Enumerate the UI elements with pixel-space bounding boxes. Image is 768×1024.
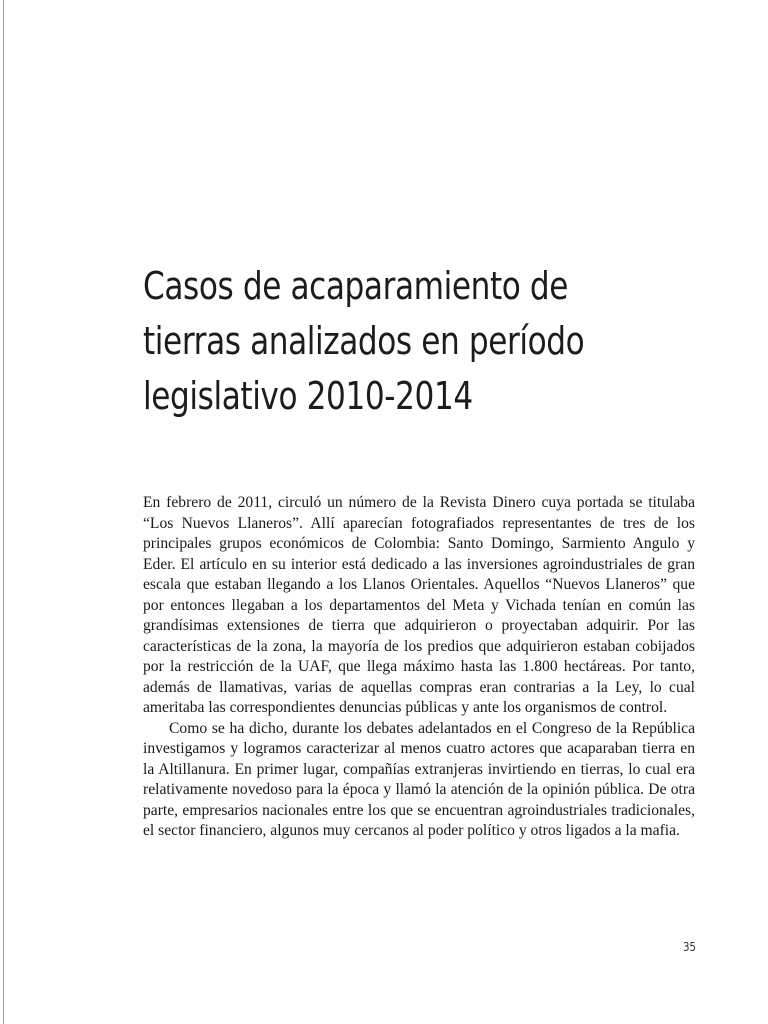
page-number: 35	[683, 940, 696, 954]
paragraph: En febrero de 2011, circuló un número de la Revista Dinero cuya portada se titulaba “Los Nuevos Llaneros”. Allí aparecían fotografiados representantes de tres de los principales grupos económicos de Colombia: Santo Domingo, Sarmiento Angulo y Eder. El artículo en su interior está dedicado a las inversiones agroindustriales de gran escala que estaban llegando a los Llanos Orientales. Aquellos “Nuevos Llaneros” que por entonces llegaban a los departamentos del Meta y Vichada tenían en común las grandísimas extensiones de tierra que adquirieron o proyectaban adquirir. Por las características de la zona, la mayoría de los predios que adquirieron estaban cobijados por la restricción de la UAF, que llega máximo hasta las 1.800 hectáreas. Por tanto, además de llamativas, varias de aquellas compras eran contrarias a la Ley, lo cual ameritaba las correspondientes denuncias públicas y ante los organismos de control.	[143, 494, 695, 716]
chapter-title	[143, 259, 602, 424]
body-text	[143, 493, 695, 842]
page-edge-line	[3, 0, 4, 1024]
chapter-title-line: tierras analizados en período	[143, 319, 585, 363]
chapter-title-line: legislativo 2010-2014	[143, 374, 473, 418]
paragraph: Como se ha dicho, durante los debates adelantados en el Congreso de la República investigamos y logramos caracterizar al menos cuatro actores que acaparaban tierra en la Altillanura. En primer lugar, compañías extranjeras invirtiendo en tierras, lo cual era relativamente novedoso para la época y llamó la atención de la opinión pública. De otra parte, empresarios nacionales entre los que se encuentran agroindustriales tradicionales, el sector financiero, algunos muy cercanos al poder político y otros ligados a la mafia.	[143, 719, 695, 839]
chapter-title-line: Casos de acaparamiento de	[143, 264, 569, 308]
